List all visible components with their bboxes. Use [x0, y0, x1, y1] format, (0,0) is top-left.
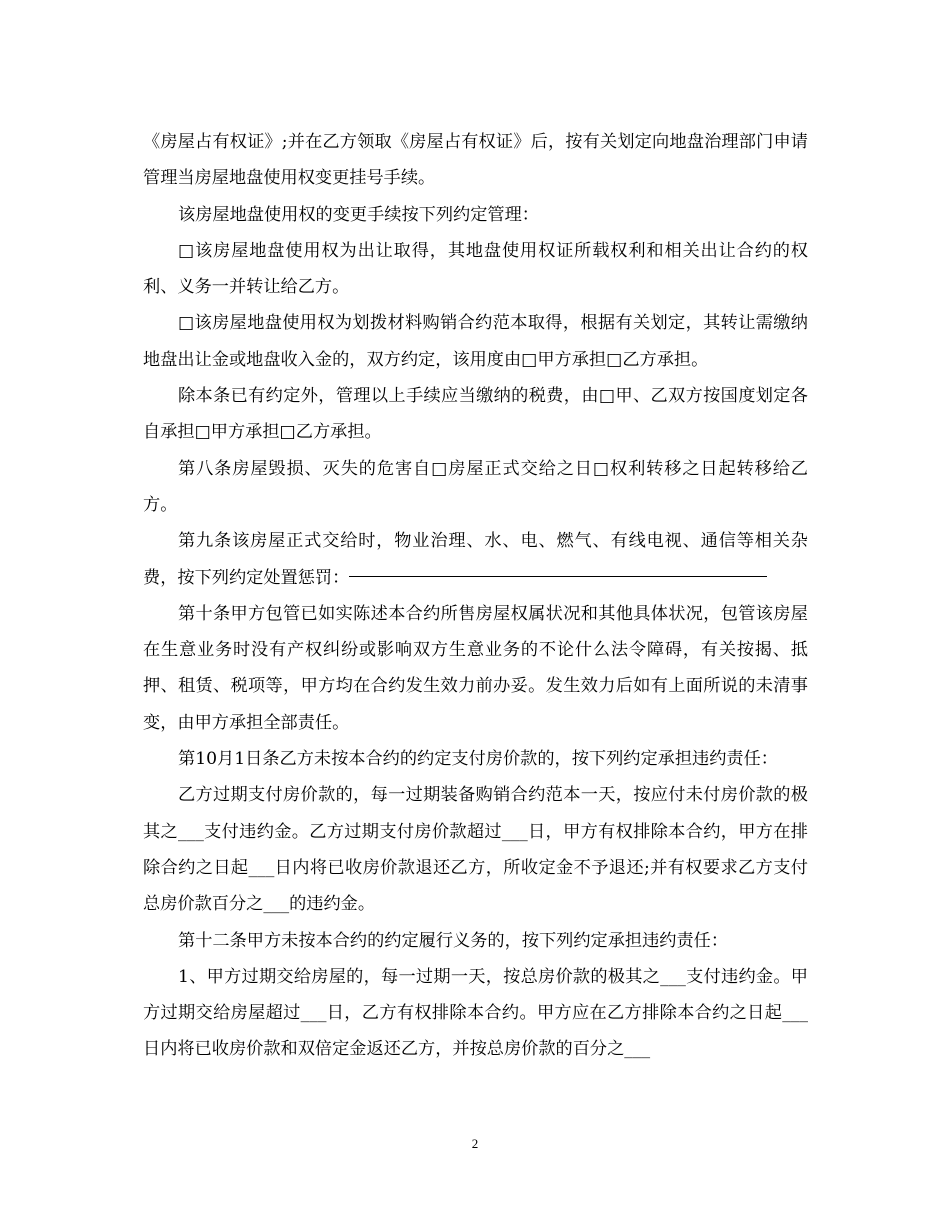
- paragraph-7: [143, 523, 808, 596]
- paragraph-6: 第八条房屋毁损、灭失的危害自□房屋正式交给之日□权利转移之日起转移给乙方。: [143, 458, 808, 515]
- paragraph-3: □该房屋地盘使用权为出让取得，其地盘使用权证所载权利和相关出让合约的权利、义务一并转让给乙方。: [143, 240, 808, 298]
- paragraph-11: 第十二条甲方未按本合约的约定履行义务的，按下列约定承担违约责任：: [178, 930, 729, 951]
- paragraph-9: 第10月1日条乙方未按本合约的约定支付房价款的，按下列约定承担违约责任：: [178, 749, 778, 770]
- paragraph-10: 乙方过期支付房价款的，每一过期装备购销合约范本一天，按应付未付房价款的极其之___支付违约金。乙方过期支付房价款超过___日，甲方有权排除本合约，甲方在排除合约之日起___日内将已收房价款退还乙方，所收定金不予退还;并有权要求乙方支付总房价款百分之___的违约金。: [143, 785, 808, 915]
- paragraph-8: 第十条甲方包管已如实陈述本合约所售房屋权属状况和其他具体状况，包管该房屋在生意业务时没有产权纠纷或影响双方生意业务的不论什么法令障碍，有关按揭、抵押、租赁、税项等，甲方均在合约发生效力前办妥。发生效力后如有上面所说的未清事变，由甲方承担全部责任。: [143, 603, 808, 733]
- paragraph-7-text: 第九条该房屋正式交给时，物业治理、水、电、燃气、有线电视、通信等相关杂费，按下列约定处置惩罚：: [143, 531, 808, 588]
- document-body: [143, 124, 808, 1068]
- fill-in-blank-line: [349, 575, 767, 577]
- paragraph-1: 《房屋占有权证》;并在乙方领取《房屋占有权证》后，按有关划定向地盘治理部门申请管理当房屋地盘使用权变更挂号手续。: [143, 132, 808, 189]
- paragraph-12: 1、甲方过期交给房屋的，每一过期一天，按总房价款的极其之___支付违约金。甲方过期交给房屋超过___日，乙方有权排除本合约。甲方应在乙方排除本合约之日起___日内将已收房价款和双倍定金返还乙方，并按总房价款的百分之___: [143, 966, 808, 1060]
- paragraph-5: 除本条已有约定外，管理以上手续应当缴纳的税费，由□甲、乙双方按国度划定各自承担□甲方承担□乙方承担。: [143, 386, 808, 443]
- paragraph-2: 该房屋地盘使用权的变更手续按下列约定管理：: [178, 204, 539, 225]
- page-number: 2: [471, 1136, 479, 1151]
- paragraph-4: □该房屋地盘使用权为划拨材料购销合约范本取得，根据有关划定，其转让需缴纳地盘出让金或地盘收入金的，双方约定，该用度由□甲方承担□乙方承担。: [143, 313, 808, 370]
